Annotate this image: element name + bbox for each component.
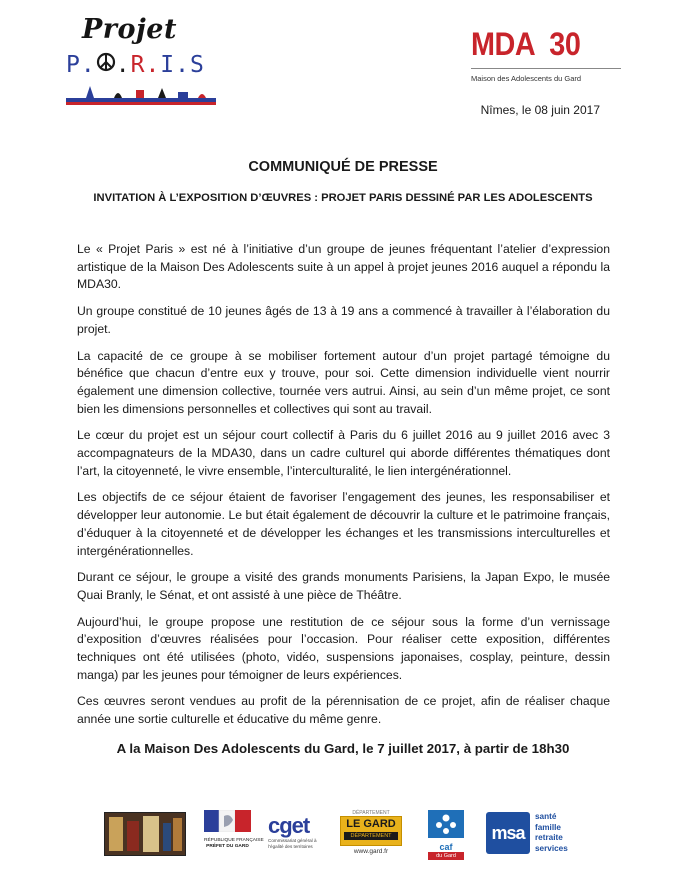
mda-logo-subtitle: Maison des Adolescents du Gard [471,74,582,83]
prefet-du-gard-logo [204,810,264,858]
divider [471,68,621,69]
body-text [77,241,610,738]
msa-line: santé [535,812,557,821]
document-subtitle: INVITATION À L’EXPOSITION D’ŒUVRES : PROJET PARIS DESSINÉ PAR LES ADOLESCENTS [93,192,593,204]
paris-letter: P [66,52,81,78]
paris-letter: S [190,52,205,78]
paragraph: Le « Projet Paris » est né à l’initiative d’un groupe de jeunes fréquentant l’atelier d’expression artistique de la Maison Des Adolescents suite à un appel à projet jeunes 2016 auquel a répondu la MDA30. [77,242,610,292]
partner-logos [0,808,686,866]
paris-skyline-icon [66,84,216,110]
mda30-logo [459,26,627,86]
le-gard-logo [340,810,402,862]
paragraph: Les objectifs de ce séjour étaient de favoriser l’engagement des jeunes, les responsabiliser et développer leur autonomie. Le but était également de découvrir la culture et le patrimoine français, d’éduquer à la citoyenneté et de développer les échanges et les transmissions interculturelles et intergénérationnelles. [77,490,610,558]
msa-line: famille [535,822,561,832]
msa-line: services [535,843,568,853]
paris-letter: R [130,52,146,78]
gard-name: LE GARD [346,818,396,830]
paragraph: Durant ce séjour, le groupe a visité des grands monuments Parisiens, la Japan Expo, le musée Quai Branly, le Sénat, et ont assisté à une pièce de Théâtre. [77,570,610,602]
gard-top: DÉPARTEMENT [352,810,390,816]
paragraph: Ces œuvres seront vendues au profit de la pérennisation de ce projet, afin de réaliser chaque année une sortie culturelle et éducative du même genre. [77,694,610,727]
document-title: COMMUNIQUÉ DE PRESSE [248,159,438,175]
paragraph: Aujourd’hui, le groupe propose une restitution de ce séjour sous la forme d’un vernissage d’exposition d’œuvres réalisées pour l’occasion. Pour réaliser cette exposition, différentes techniques ont été utilisées (photo, vidéo, suspensions japonaises, cosplay, peinture, dessin manga) par les jeunes pour témoigner de leurs expériences. [77,614,610,682]
paragraph: Un groupe constitué de 10 jeunes âgés de 13 à 19 ans a commencé à travailler à l’élaboration du projet. [77,304,610,336]
republique-line: RÉPUBLIQUE FRANÇAISE [204,838,264,843]
msa-name: msa [491,823,525,843]
paragraph: La capacité de ce groupe à se mobiliser fortement autour d’un projet partagé témoigne du bénéfice que chacun d’entre eux y trouve, pour soi. Cette dimension individuelle vient nourrir également une dimension collective, tournée vers autrui. Ainsi, au sein d’un même projet, ce sont bien les dimensions personnelles et collectives qui sont au travail. [77,348,610,416]
paris-letters [66,50,205,78]
cget-logo [268,814,320,856]
msa-line: retraite [535,833,563,842]
mda-logo-text: MDA 30 [471,26,581,62]
gard-badge [340,816,402,846]
cget-name: cget [268,813,310,838]
caf-name: caf [439,842,453,852]
projet-word: Projet [82,14,177,45]
paragraph: Le cœur du projet est un séjour court collectif à Paris du 6 juillet 2016 au 9 juillet 2016 avec 3 accompagnateurs de la MDA30, dans un cadre culturel qui aborde différentes thématiques dont l’art, la citoyenneté, le vivre ensemble, l’interculturalité, le lien intergénérationnel. [77,428,610,478]
dateline: Nîmes, le 08 juin 2017 [480,103,600,117]
artwork-image [104,812,186,856]
cget-caption: Commissariat général à l’égalité des territoires [268,838,317,849]
paris-letter: . [145,52,161,78]
caf-logo [428,810,464,860]
prefet-line: PRÉFET DU GARD [206,844,249,849]
msa-badge [486,812,530,854]
caf-emblem-icon [428,810,464,838]
msa-logo [486,810,582,858]
caf-caption: du Gard [428,852,464,860]
paris-letter: . [115,52,131,78]
gard-band: DÉPARTEMENT [344,832,398,840]
projet-paris-logo [66,14,216,114]
paris-letter: . [175,52,191,78]
peace-symbol-o [96,50,116,78]
event-line: A la Maison Des Adolescents du Gard, le 7 juillet 2017, à partir de 18h30 [116,741,570,756]
paris-letter: I [160,52,176,78]
gard-url: www.gard.fr [353,848,389,855]
paris-letter: . [80,52,96,78]
